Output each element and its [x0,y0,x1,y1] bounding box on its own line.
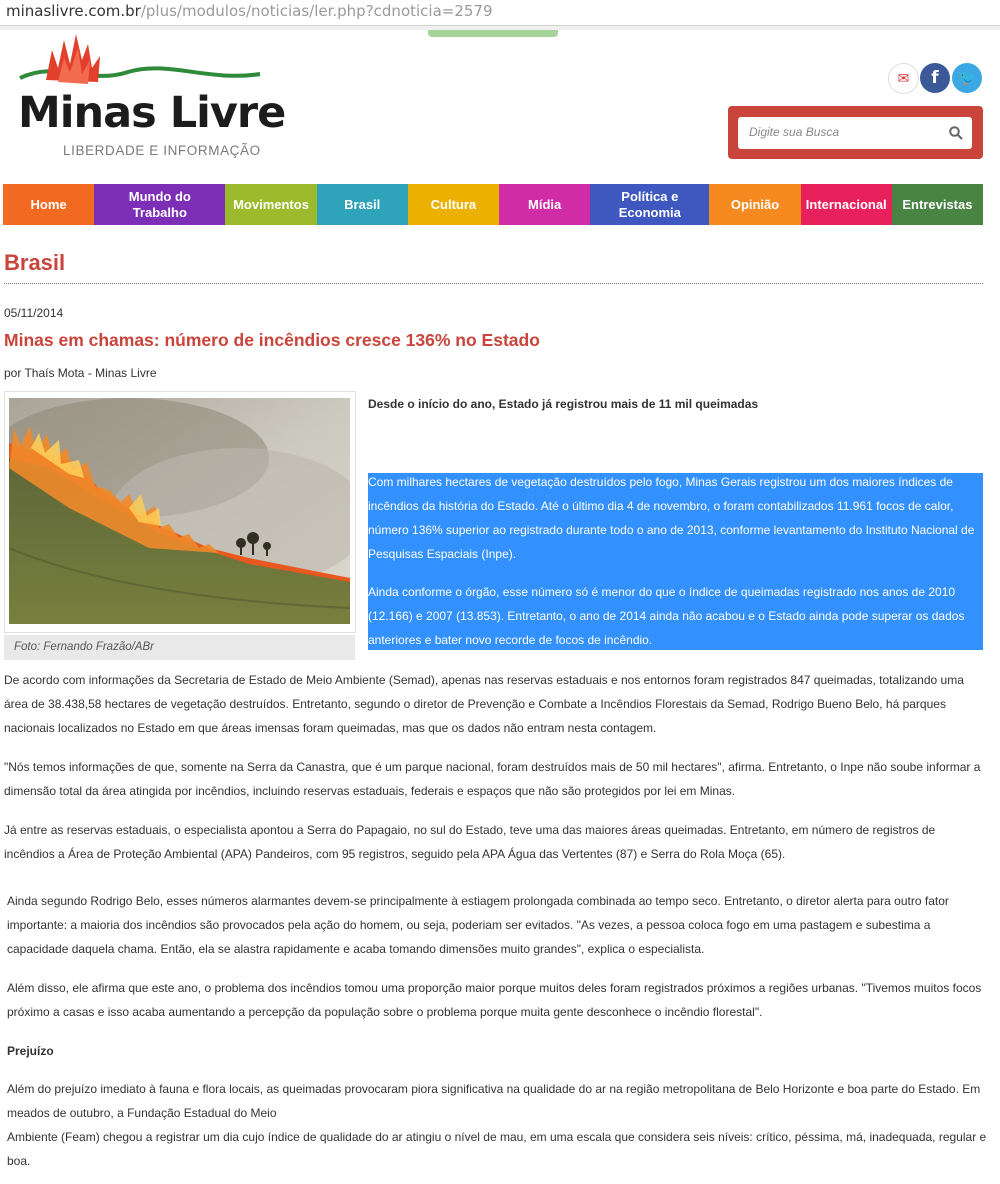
paragraph-4-line: "Nós temos informações de que, somente na Serra da Canastra, que é um parque nacional, foram destruídos mais de 50 mil hectares", afirma. Entretanto, o Inpe não soube informar a [4,760,981,774]
paragraph-7-line: Além disso, ele afirma que este ano, o problema dos incêndios tomou uma proporção maior porque muitos deles foram registrados próximos a regiões urbanas. "Tivemos muitos focos [7,981,982,995]
nav-item-cultura[interactable]: Cultura [408,184,499,225]
paragraph-3-line: De acordo com informações da Secretaria de Estado de Meio Ambiente (Semad), apenas nas reservas estaduais e nos entornos foram registrados 847 queimadas, totalizando uma [4,673,964,687]
paragraph-7-line: próximo a casas e isso acaba aumentando a percepção da população sobre o problema porque muita gente desconhece o incêndio florestal". [7,1005,763,1019]
paragraph-6-line: importante: a maioria dos incêndios são provocados pela ação do homem, ou seja, poderiam ser evitados. "As vezes, a pessoa coloca fogo em uma pastagem e subestima a [7,918,931,932]
paragraph-4-line: dimensão total da área atingida por incêndios, incluindo reservas estaduais, federais e espaços que não são protegidos por lei em Minas. [4,784,736,798]
search-input[interactable] [738,117,972,149]
paragraph-6-line: Ainda segundo Rodrigo Belo, esses números alarmantes devem-se principalmente à estiagem prolongada combinada ao tempo seco. Entretanto, o diretor alerta para outro fator [7,894,949,908]
facebook-icon[interactable]: f [920,63,950,93]
highlight-paragraph-1-line: incêndios da história do Estado. Até o último dia 4 de novembro, o foram contabilizados 11.961 focos de calor, [368,499,954,513]
nav-item-mundo-do-trabalho[interactable]: Mundo do Trabalho [94,184,225,225]
paragraph-8-line: Além do prejuízo imediato à fauna e flora locais, as queimadas provocaram piora significativa na qualidade do ar na região metropolitana de Belo Horizonte e boa parte do Estado. Em [7,1082,981,1096]
search-icon[interactable] [949,126,963,140]
nav-item-internacional[interactable]: Internacional [801,184,892,225]
nav-item-movimentos[interactable]: Movimentos [225,184,316,225]
logo[interactable] [18,30,286,165]
article-byline: por Thaís Mota - Minas Livre [4,366,157,380]
article-headline: Minas em chamas: número de incêndios cresce 136% no Estado [4,330,540,350]
paragraph-3-line: área de 38.438,58 hectares de vegetação destruídos. Entretanto, segundo o diretor de Prevenção e Combate a Incêndios Florestais da Semad, Rodrigo Bueno Belo, há parques [4,697,946,711]
top-tab-indicator [428,30,558,37]
nav-item-home[interactable]: Home [3,184,94,225]
main-nav [3,184,983,225]
url-path: /plus/modulos/noticias/ler.php?cdnoticia=2579 [140,2,493,20]
photo-caption [4,635,355,660]
photo-caption-text: Foto: Fernando Frazão/ABr [14,641,154,653]
highlight-paragraph-2-line: (12.166) e 2007 (13.853). Entretanto, o ano de 2014 ainda não acabou e o Estado ainda pode superar os dados [368,609,965,623]
nav-item-midia[interactable]: Mídia [499,184,590,225]
url-text[interactable] [6,2,493,20]
nav-item-entrevistas[interactable]: Entrevistas [892,184,983,225]
mail-icon[interactable]: ✉ [888,63,919,94]
logo-title: Minas Livre [18,88,286,138]
highlight-paragraph-2-line: anteriores e bater novo recorde de focos de incêndio. [368,633,653,647]
highlight-paragraph-1-line: número 136% superior ao registrado durante todo o ano de 2013, conforme levantamento do Instituto Nacional de [368,523,975,537]
paragraph-6-line: capacidade daquela chama. Então, ela se alastra rapidamente e acaba tomando dimensões muito grandes", explica o especialista. [7,942,705,956]
paragraph-5-line: Já entre as reservas estaduais, o especialista apontou a Serra do Papagaio, no sul do Estado, teve uma das maiores áreas queimadas. Entretanto, em número de registros de [4,823,936,837]
highlight-paragraph-1-line: Pesquisas Espaciais (Inpe). [368,547,517,561]
twitter-icon[interactable]: 🐦 [952,63,982,93]
article-lead: Desde o início do ano, Estado já registrou mais de 11 mil queimadas [368,397,759,411]
article-photo [4,391,356,633]
address-bar[interactable] [0,0,1000,26]
paragraph-3-line: nacionais localizados no Estado em que áreas imensas foram queimadas, mas que os dados não entram nesta contagem. [4,721,657,735]
article-subhead: Prejuízo [7,1044,54,1058]
highlight-paragraph-2-line: Ainda conforme o órgão, esse número só é menor do que o índice de queimadas registrado nos anos de 2010 [368,585,956,599]
section-title: Brasil [4,250,66,275]
search-placeholder: Digite sua Busca [749,125,840,139]
fire-photo [9,398,350,624]
article-date: 05/11/2014 [4,306,64,320]
paragraph-8-line: boa. [7,1154,31,1168]
logo-subtitle: LIBERDADE E INFORMAÇÃO [63,143,261,158]
nav-item-politica-e-economia[interactable]: Política e Economia [590,184,709,225]
paragraph-5-line: incêndios a Área de Proteção Ambiental (APA) Pandeiros, com 95 registros, seguido pela APA Água das Vertentes (87) e Serra do Rola Moça (65). [4,847,786,861]
nav-item-brasil[interactable]: Brasil [317,184,408,225]
paragraph-8-line: meados de outubro, a Fundação Estadual do Meio [7,1106,277,1120]
search-box [728,106,983,159]
url-domain: minaslivre.com.br [6,2,141,20]
paragraph-8-line: Ambiente (Feam) chegou a registrar um dia cujo índice de qualidade do ar atingiu o nível de mau, em uma escala que considera seis níveis: crítico, péssima, má, inadequada, regular e [7,1130,987,1144]
section-divider [4,283,983,284]
highlight-paragraph-1-line: Com milhares hectares de vegetação destruídos pelo fogo, Minas Gerais registrou um dos maiores índices de [368,475,953,489]
nav-item-opiniao[interactable]: Opinião [709,184,800,225]
